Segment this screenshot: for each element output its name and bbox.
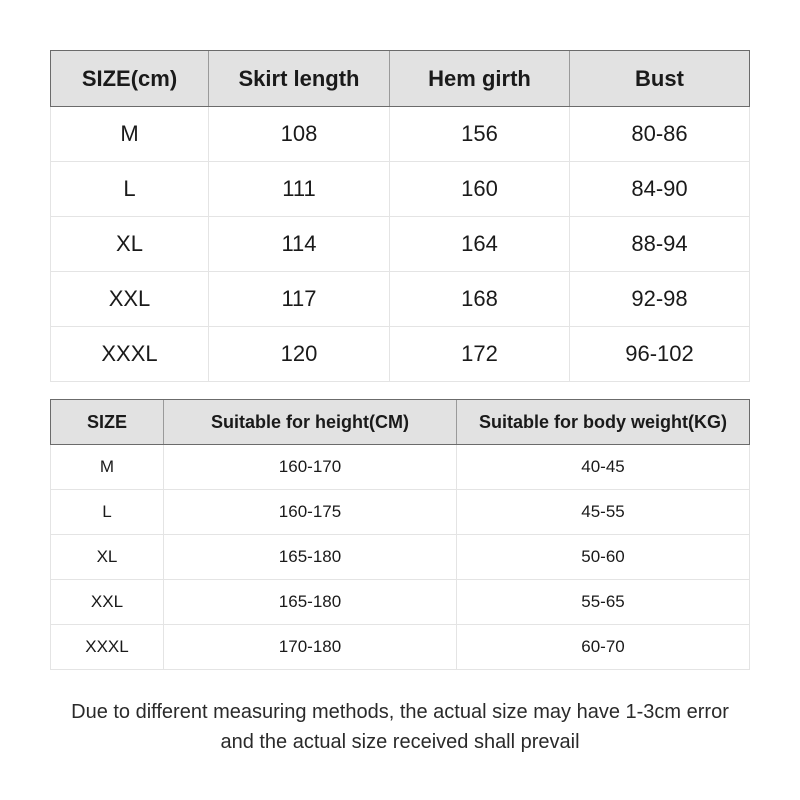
table-row — [51, 535, 750, 580]
table-row — [51, 272, 750, 327]
size-cell: XXXL — [51, 327, 209, 382]
table-header-row — [51, 51, 750, 107]
size-cell: XL — [51, 217, 209, 272]
measurement-disclaimer — [0, 697, 800, 757]
table-row — [51, 580, 750, 625]
table-row — [51, 327, 750, 382]
size-cell: XL — [51, 535, 164, 580]
table-row — [51, 445, 750, 490]
table-row — [51, 625, 750, 670]
height-cell: 165-180 — [164, 580, 457, 625]
disclaimer-line-2: and the actual size received shall prevail — [220, 731, 580, 753]
bust-cell: 88-94 — [570, 217, 750, 272]
size-fit-table — [50, 399, 750, 670]
bust-cell: 96-102 — [570, 327, 750, 382]
weight-cell: 45-55 — [457, 490, 750, 535]
column-header-size: SIZE — [51, 400, 164, 445]
skirt-length-cell: 117 — [209, 272, 390, 327]
hem-girth-cell: 164 — [390, 217, 570, 272]
hem-girth-cell: 172 — [390, 327, 570, 382]
size-cell: M — [51, 107, 209, 162]
column-header-height: Suitable for height(CM) — [164, 400, 457, 445]
table-row — [51, 490, 750, 535]
table-row — [51, 107, 750, 162]
size-cell: M — [51, 445, 164, 490]
hem-girth-cell: 160 — [390, 162, 570, 217]
skirt-length-cell: 120 — [209, 327, 390, 382]
height-cell: 160-175 — [164, 490, 457, 535]
height-cell: 160-170 — [164, 445, 457, 490]
size-cell: XXXL — [51, 625, 164, 670]
bust-cell: 80-86 — [570, 107, 750, 162]
weight-cell: 50-60 — [457, 535, 750, 580]
table-row — [51, 162, 750, 217]
weight-cell: 55-65 — [457, 580, 750, 625]
disclaimer-line-1: Due to different measuring methods, the actual size may have 1-3cm error — [71, 701, 729, 723]
size-cell: XXL — [51, 272, 209, 327]
column-header-bust: Bust — [570, 51, 750, 107]
column-header-skirt-length: Skirt length — [209, 51, 390, 107]
bust-cell: 92-98 — [570, 272, 750, 327]
column-header-weight: Suitable for body weight(KG) — [457, 400, 750, 445]
size-cell: L — [51, 162, 209, 217]
height-cell: 165-180 — [164, 535, 457, 580]
weight-cell: 60-70 — [457, 625, 750, 670]
table-row — [51, 217, 750, 272]
height-cell: 170-180 — [164, 625, 457, 670]
hem-girth-cell: 168 — [390, 272, 570, 327]
size-cell: XXL — [51, 580, 164, 625]
column-header-size: SIZE(cm) — [51, 51, 209, 107]
bust-cell: 84-90 — [570, 162, 750, 217]
weight-cell: 40-45 — [457, 445, 750, 490]
table-header-row — [51, 400, 750, 445]
size-measurement-table — [50, 50, 750, 382]
hem-girth-cell: 156 — [390, 107, 570, 162]
skirt-length-cell: 114 — [209, 217, 390, 272]
size-cell: L — [51, 490, 164, 535]
skirt-length-cell: 111 — [209, 162, 390, 217]
column-header-hem-girth: Hem girth — [390, 51, 570, 107]
skirt-length-cell: 108 — [209, 107, 390, 162]
